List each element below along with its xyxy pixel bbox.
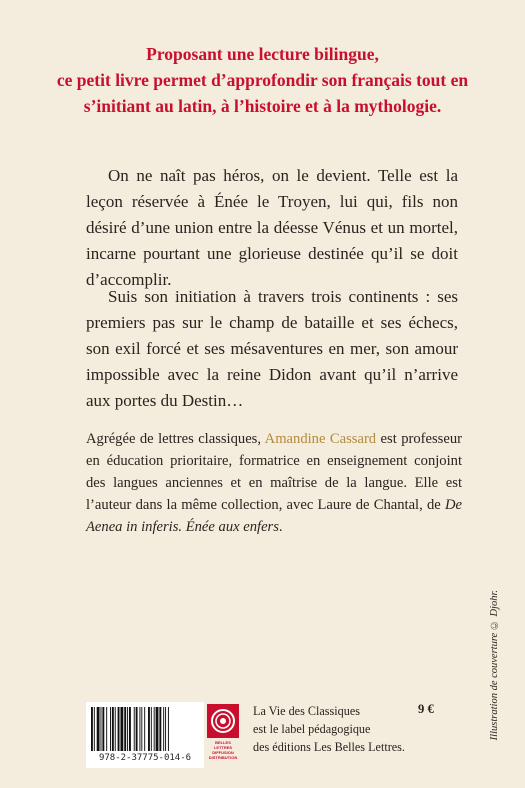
bio-middle: est professeur en éducation prioritaire, formatrice en enseignement conjoint des langues anciennes et en maîtrise de la langue. Elle est l’auteur dans la même collection, avec Laure de Chantal, de <box>86 431 462 513</box>
bio-end: . <box>278 519 283 535</box>
barcode-bars <box>91 707 199 751</box>
synopsis-text-2: Suis son initiation à travers trois continents : ses premiers pas sur le champ de bataille et ses échecs, son exil forcé et ses mésaventures en mer, son amour impossible avec la reine Didon avant qu’il n’arrive aux portes du Destin… <box>86 287 458 410</box>
synopsis-text-1: On ne naît pas héros, on le devient. Telle est la leçon réservée à Énée le Troyen, lui qui, fils non désiré d’une union entre la déesse Vénus et un mortel, incarne pourtant une glorieuse destinée qu’il se doit d’accomplir. <box>86 166 458 289</box>
series-line-1: La Vie des Classiques <box>253 704 361 718</box>
publisher-logo <box>207 704 239 764</box>
publisher-logo-text: BELLES LETTRES DIFFUSION DISTRIBUTION <box>208 740 238 760</box>
publisher-logo-mark <box>207 704 239 738</box>
tagline-line-3: s’initiant au latin, à l’histoire et à la mythologie. <box>83 96 442 116</box>
author-name: Amandine Cassard <box>264 431 377 447</box>
barcode <box>86 702 204 768</box>
related-book-title: De Aenea in inferis. Énée aux enfers <box>86 497 462 535</box>
tagline <box>0 41 525 119</box>
series-note <box>253 702 418 756</box>
isbn: 978-2-37775-014-6 <box>98 753 192 763</box>
series-line-2: est le label pédagogique <box>253 722 371 736</box>
author-bio <box>86 428 462 538</box>
bio-intro: Agrégée de lettres classiques, <box>86 431 265 447</box>
price: 9 € <box>418 702 434 716</box>
series-line-3: des éditions Les Belles Lettres. <box>253 740 405 754</box>
synopsis-paragraph-1 <box>86 163 458 293</box>
synopsis-paragraph-2 <box>86 284 458 414</box>
tagline-line-2: ce petit livre permet d’approfondir son français tout en <box>56 70 469 90</box>
cover-illustration-credit: Illustration de couverture © Djohr. <box>489 590 500 741</box>
tagline-line-1: Proposant une lecture bilingue, <box>146 44 379 64</box>
